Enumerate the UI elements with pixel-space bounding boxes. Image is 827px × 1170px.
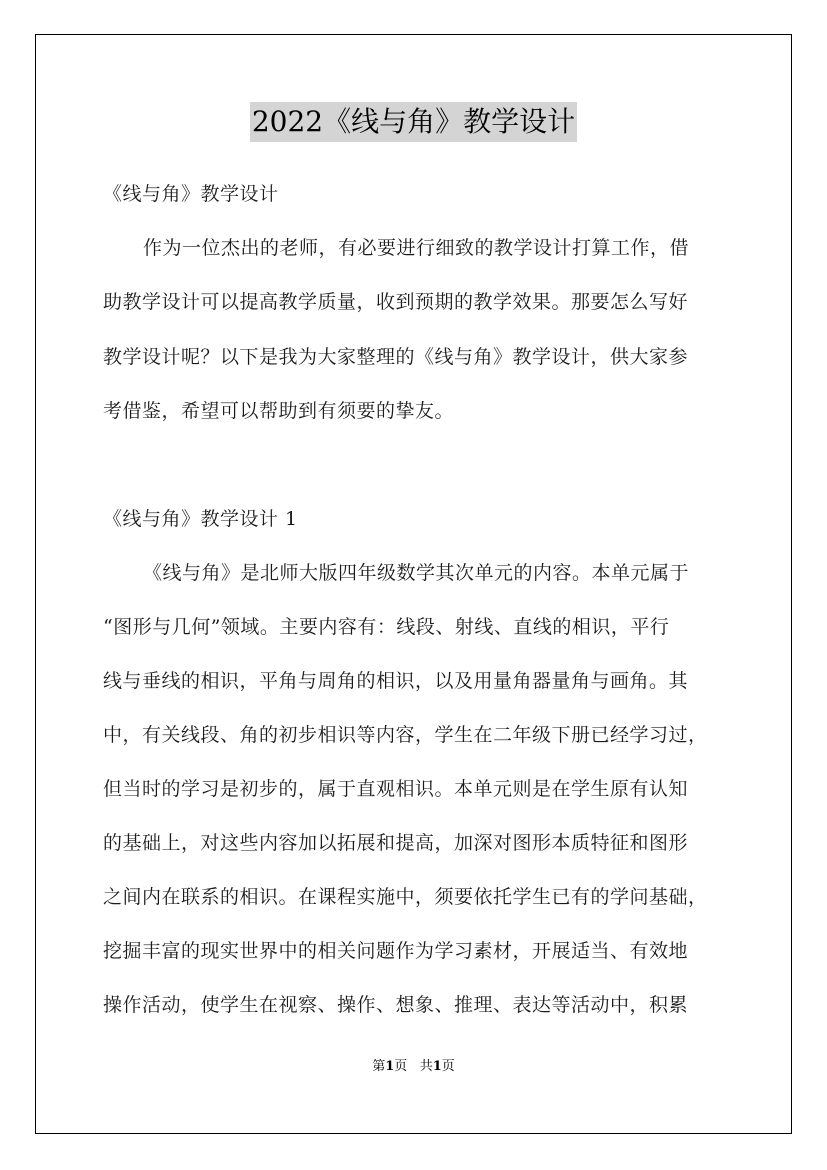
page-prefix: 第 <box>372 1059 386 1074</box>
body-line: 的基础上，对这些内容加以拓展和提高，加深对图形本质特征和图形 <box>103 832 689 854</box>
intro-line: 教学设计呢？以下是我为大家整理的《线与角》教学设计，供大家参 <box>103 346 689 368</box>
body-line: 挖掘丰富的现实世界中的相关问题作为学习素材，开展适当、有效地 <box>103 940 689 962</box>
total-prefix: 共 <box>419 1059 433 1074</box>
page-number: 1 <box>385 1059 395 1074</box>
body-line: 之间内在联系的相识。在课程实施中，须要依托学生已有的学问基础， <box>103 886 708 908</box>
intro-line: 作为一位杰出的老师，有必要进行细致的教学设计打算工作，借 <box>143 237 690 259</box>
body-line: 操作活动，使学生在视察、操作、想象、推理、表达等活动中，积累 <box>103 994 689 1016</box>
body-line: 中，有关线段、角的初步相识等内容，学生在二年级下册已经学习过， <box>103 724 708 746</box>
body-line: 线与垂线的相识，平角与周角的相识，以及用量角器量角与画角。其 <box>103 670 689 692</box>
section-heading: 《线与角》教学设计 1 <box>103 508 298 530</box>
body-line: 但当时的学习是初步的，属于直观相识。本单元则是在学生原有认知 <box>103 778 689 800</box>
document-title-text: 2022《线与角》教学设计 <box>250 102 577 142</box>
body-line: 《线与角》是北师大版四年级数学其次单元的内容。本单元属于 <box>143 562 690 584</box>
body-line: “图形与几何”领域。主要内容有：线段、射线、直线的相识，平行 <box>103 616 670 638</box>
intro-line: 考借鉴，希望可以帮助到有须要的挚友。 <box>103 400 455 422</box>
page-suffix: 页 <box>394 1059 408 1074</box>
total-suffix: 页 <box>441 1059 455 1074</box>
page-footer <box>0 1055 827 1074</box>
total-pages: 1 <box>432 1059 442 1074</box>
document-title <box>0 102 827 142</box>
document-subtitle: 《线与角》教学设计 <box>103 183 279 205</box>
intro-line: 助教学设计可以提高教学质量，收到预期的教学效果。那要怎么写好 <box>103 291 689 313</box>
